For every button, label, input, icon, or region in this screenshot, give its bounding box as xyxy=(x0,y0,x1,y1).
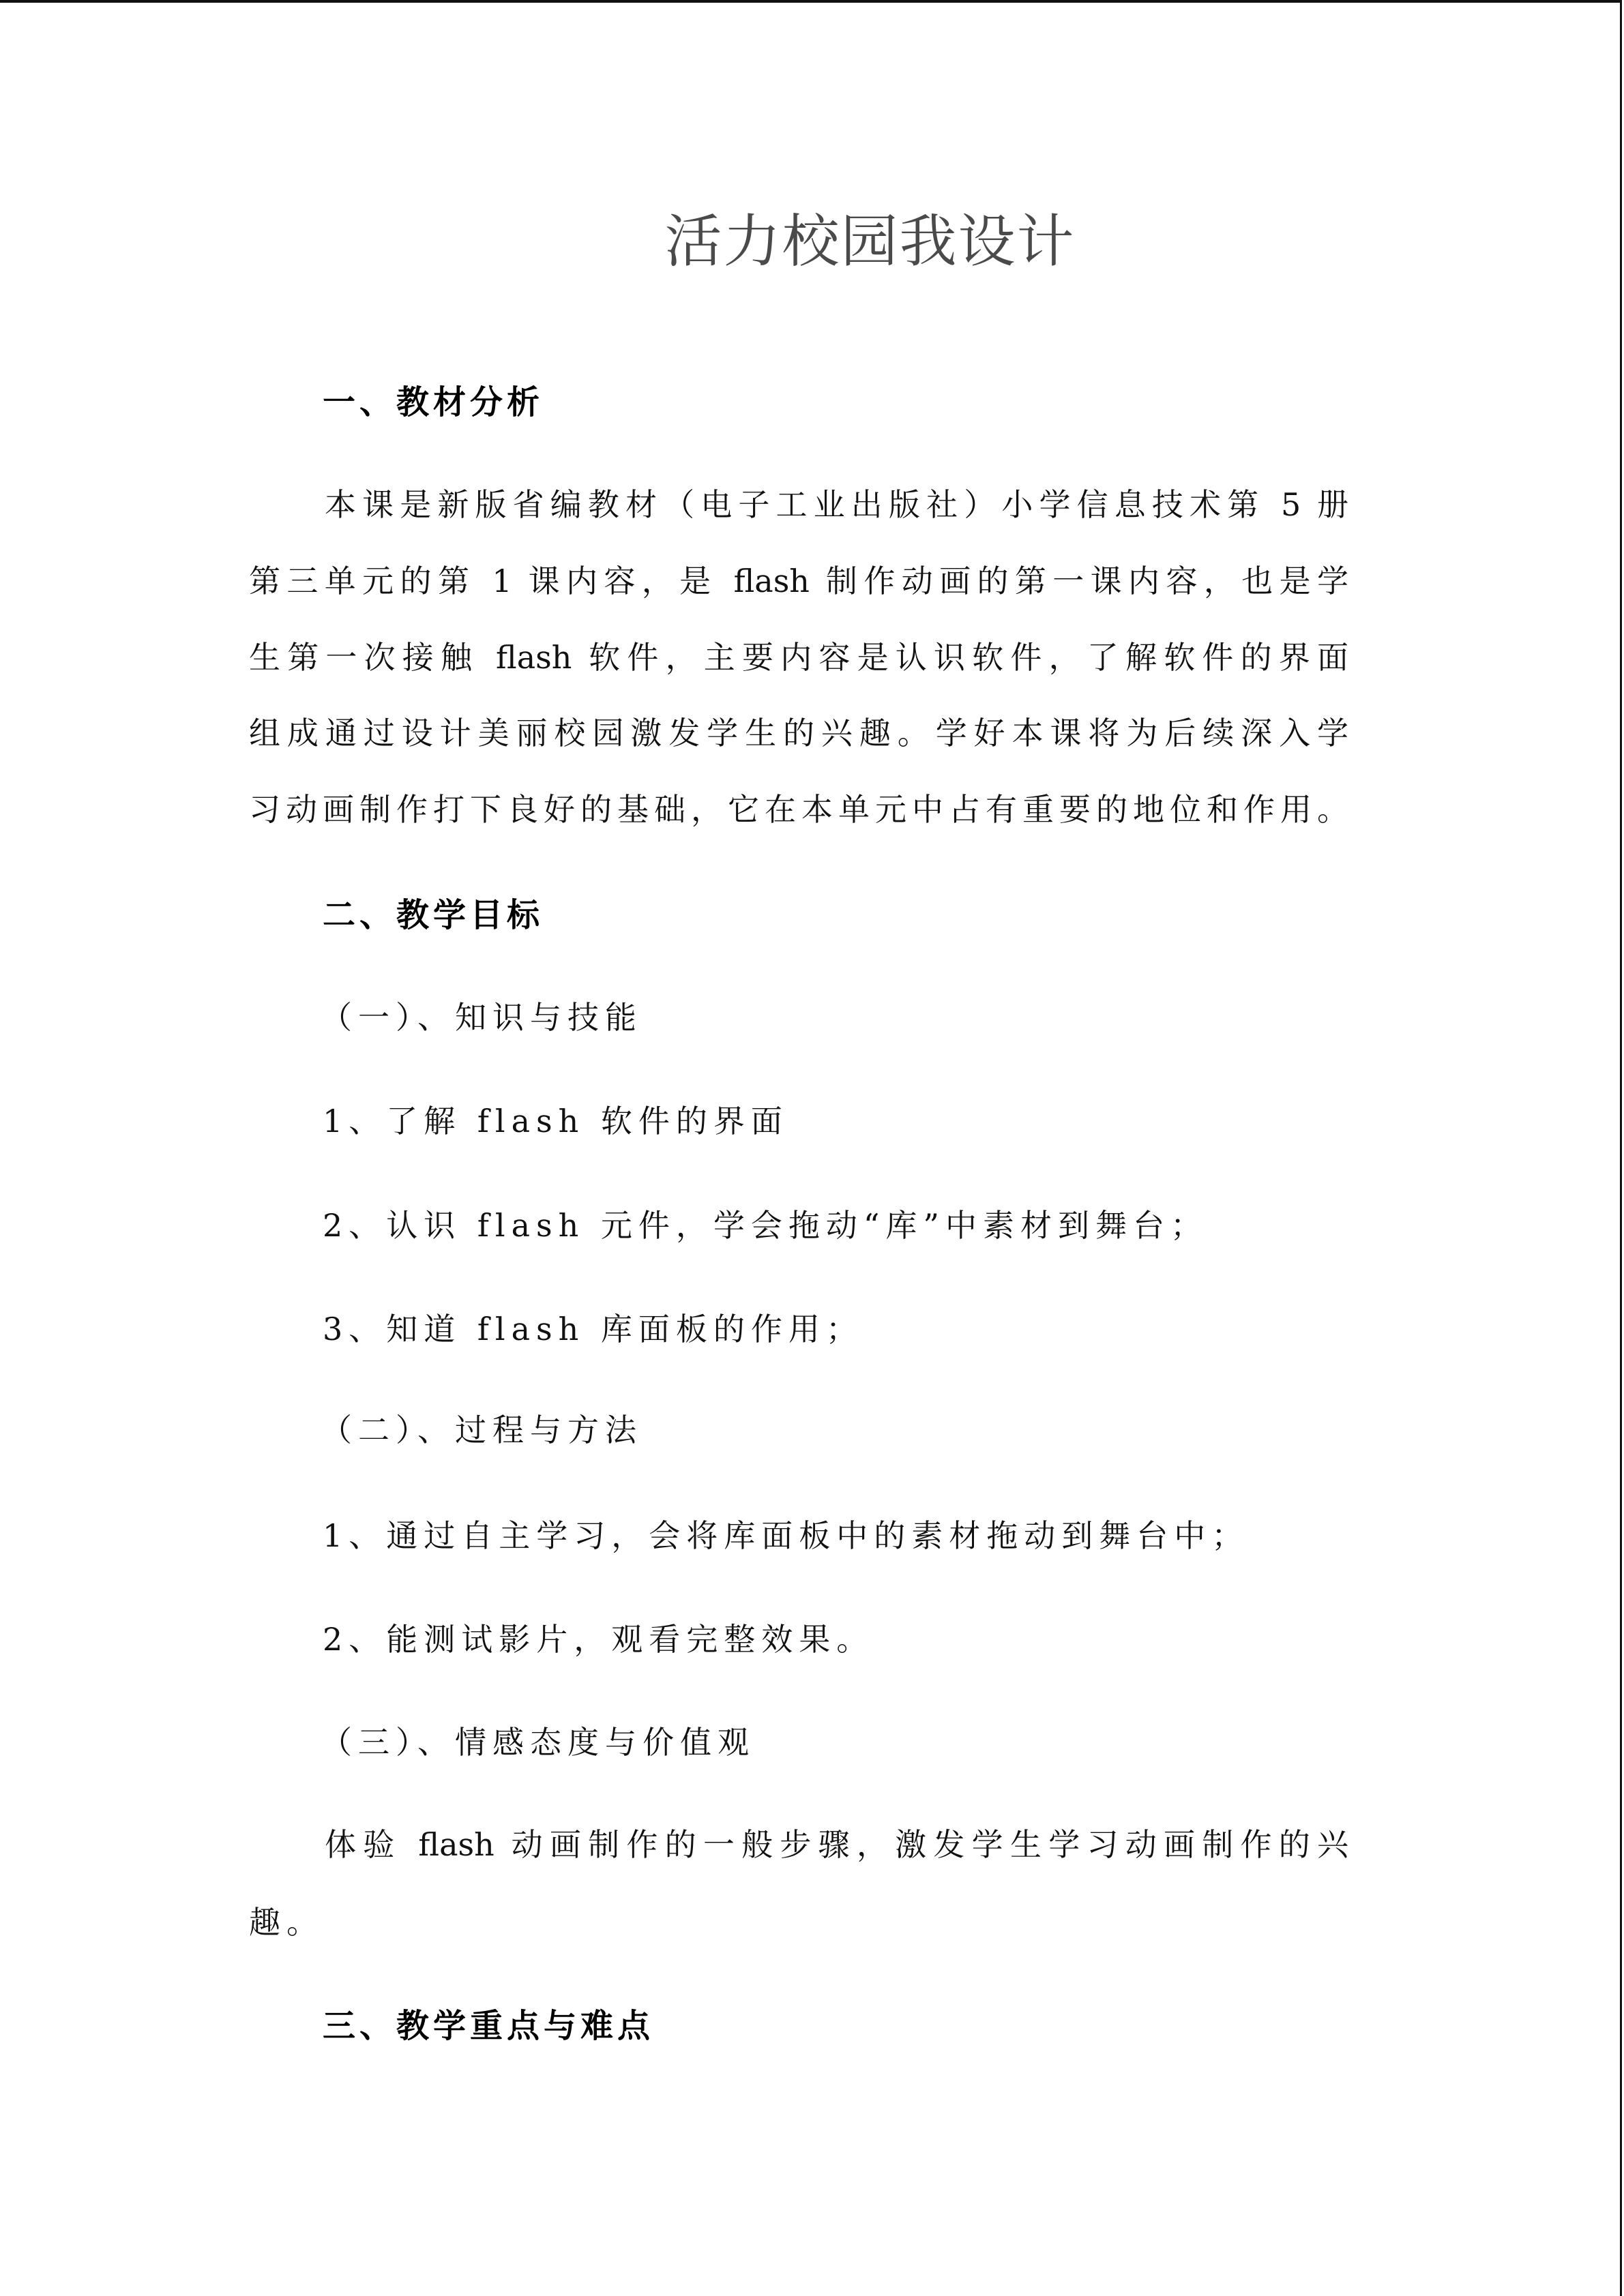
section-heading-3: 三、教学重点与难点 xyxy=(323,2007,655,2045)
paragraph-line: 习动画制作打下良好的基础，它在本单元中占有重要的地位和作用。 xyxy=(249,791,1348,828)
paragraph-line: 本课是新版省编教材（电子工业出版社）小学信息技术第 5 册 xyxy=(325,486,1348,523)
paragraph-line: 趣。 xyxy=(249,1904,324,1941)
list-item: 2、能测试影片，观看完整效果。 xyxy=(323,1621,874,1658)
list-item: 1、通过自主学习，会将库面板中的素材拖动到舞台中； xyxy=(323,1517,1250,1554)
subsection-title-process-method: （二）、过程与方法 xyxy=(321,1412,643,1448)
paragraph-line: 生第一次接触 flash 软件，主要内容是认识软件，了解软件的界面 xyxy=(249,639,1348,676)
paragraph-line: 体验 flash 动画制作的一般步骤，激发学生学习动画制作的兴 xyxy=(325,1826,1348,1863)
subsection-title-attitude-values: （三）、情感态度与价值观 xyxy=(321,1724,755,1761)
section-heading-2: 二、教学目标 xyxy=(323,896,544,934)
paragraph-line: 第三单元的第 1 课内容，是 flash 制作动画的第一课内容，也是学 xyxy=(249,563,1349,599)
list-item: 3、知道 flash 库面板的作用； xyxy=(323,1311,863,1347)
document-title: 活力校园我设计 xyxy=(664,208,1076,275)
list-item: 2、认识 flash 元件，学会拖动“库”中素材到舞台； xyxy=(323,1207,1208,1244)
section-heading-1: 一、教材分析 xyxy=(323,383,544,421)
paragraph-line: 组成通过设计美丽校园激发学生的兴趣。学好本课将为后续深入学 xyxy=(249,715,1348,751)
list-item: 1、了解 flash 软件的界面 xyxy=(323,1103,788,1139)
subsection-title-knowledge-skills: （一）、知识与技能 xyxy=(321,999,643,1036)
